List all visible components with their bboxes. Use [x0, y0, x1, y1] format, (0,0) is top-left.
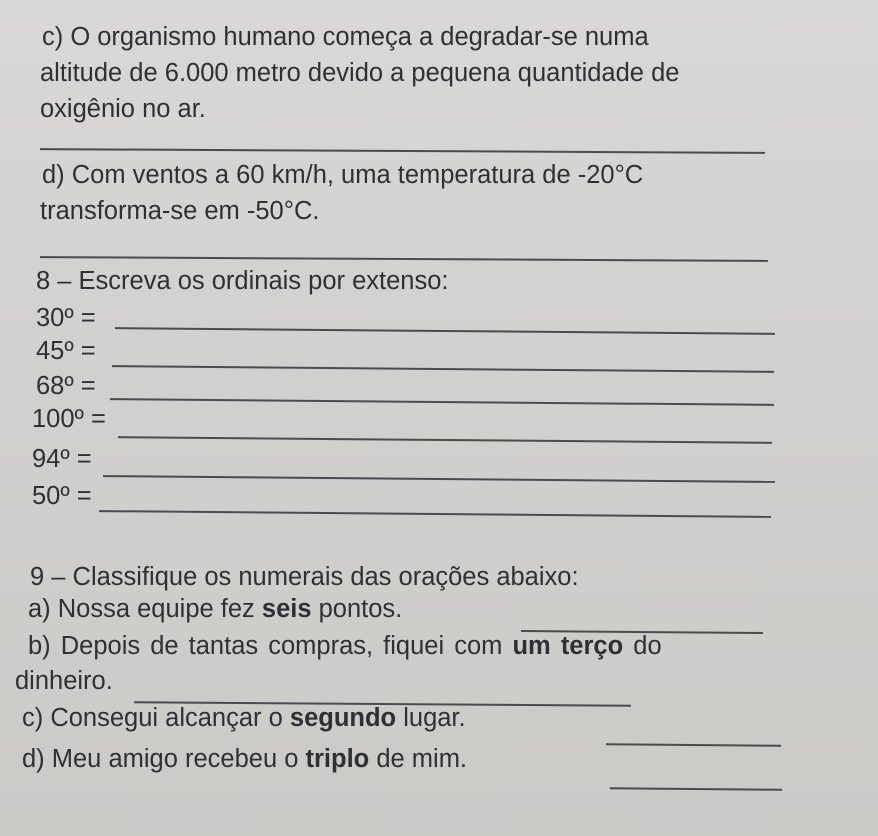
item-d-line-2: transforma-se em -50°C.	[40, 197, 320, 225]
sentence-b-line-2: dinheiro.	[15, 667, 113, 695]
ordinal-label-50: 50º =	[32, 482, 92, 510]
answer-line-ordinal-68[interactable]	[110, 398, 774, 406]
ordinal-label-68: 68º =	[36, 372, 96, 400]
item-c-line-2: altitude de 6.000 metro devido a pequena quantidade de	[40, 59, 680, 87]
ordinal-label-94: 94º =	[32, 445, 92, 473]
question-8-title: 8 – Escreva os ordinais por extenso:	[36, 267, 449, 295]
sentence-a: a) Nossa equipe fez seis pontos.	[28, 595, 403, 623]
answer-line-d-numeral[interactable]	[610, 787, 782, 791]
question-9-title: 9 – Classifique os numerais das orações abaixo:	[30, 563, 579, 591]
ordinal-label-45: 45º =	[36, 337, 96, 365]
sentence-d: d) Meu amigo recebeu o triplo de mim.	[22, 745, 468, 773]
numeral-seis: seis	[261, 595, 312, 623]
answer-line-d[interactable]	[40, 256, 768, 262]
item-c-line-3: oxigênio no ar.	[40, 95, 206, 123]
ordinal-label-100: 100º =	[32, 405, 106, 433]
answer-line-ordinal-45[interactable]	[112, 365, 774, 373]
numeral-um-terco: um terço	[512, 632, 624, 660]
sentence-c: c) Consegui alcançar o segundo lugar.	[22, 704, 466, 732]
answer-line-ordinal-94[interactable]	[103, 475, 775, 483]
answer-line-ordinal-30[interactable]	[115, 327, 775, 335]
answer-line-c-numeral[interactable]	[606, 743, 781, 747]
answer-line-ordinal-100[interactable]	[118, 436, 772, 444]
sentence-b-line-1: b) Depois de tantas compras, fiquei com um terço do	[28, 632, 662, 660]
numeral-segundo: segundo	[289, 704, 397, 732]
ordinal-label-30: 30º =	[36, 304, 96, 332]
answer-line-c[interactable]	[40, 148, 765, 154]
item-c-line-1: c) O organismo humano começa a degradar-se numa	[42, 23, 649, 51]
answer-line-ordinal-50[interactable]	[99, 510, 771, 518]
item-d-line-1: d) Com ventos a 60 km/h, uma temperatura de -20°C	[42, 161, 644, 189]
numeral-triplo: triplo	[305, 745, 370, 773]
